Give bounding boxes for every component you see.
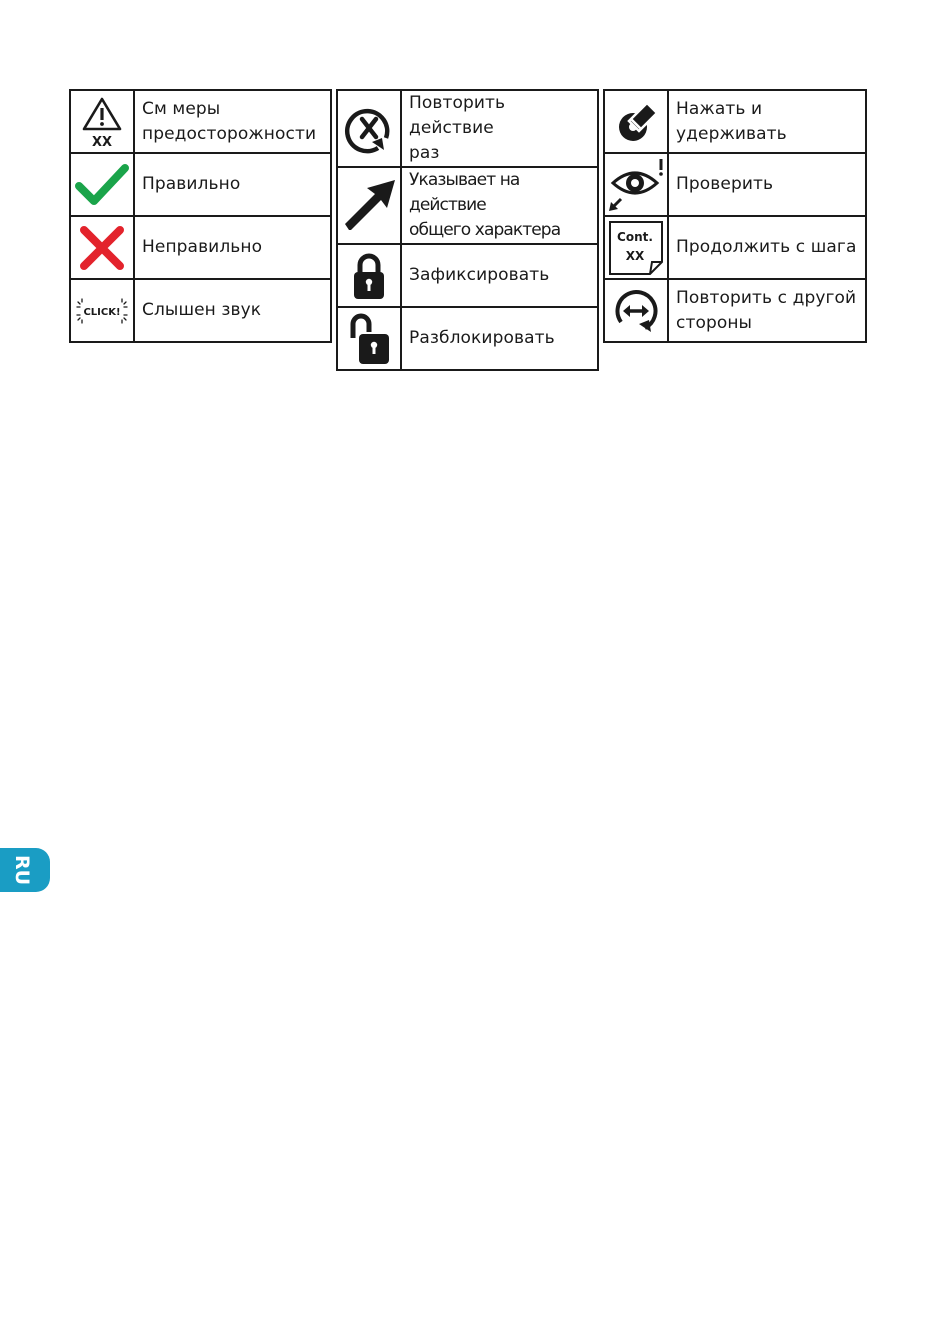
continue-icon-label: Cont. bbox=[617, 229, 653, 244]
language-tab bbox=[0, 848, 50, 892]
legend-text: Неправильно bbox=[134, 216, 331, 279]
legend-text: Повторить с другой стороны bbox=[668, 279, 866, 342]
legend-text: Нажать и удерживать bbox=[668, 90, 866, 153]
language-tab-label: RU bbox=[11, 854, 33, 886]
legend-row bbox=[337, 90, 598, 167]
click-sound-icon bbox=[70, 279, 134, 342]
cross-icon bbox=[70, 216, 134, 279]
legend-row bbox=[337, 307, 598, 370]
legend-row bbox=[604, 279, 866, 342]
legend-text: Зафиксировать bbox=[401, 244, 598, 307]
legend-text: См меры предосторожности bbox=[134, 90, 331, 153]
legend-text: Повторить действие раз bbox=[401, 90, 598, 167]
legend-row bbox=[604, 90, 866, 153]
legend-row bbox=[70, 90, 331, 153]
legend-row bbox=[70, 216, 331, 279]
legend-text: Продолжить с шага bbox=[668, 216, 866, 279]
legend-text: Слышен звук bbox=[134, 279, 331, 342]
padlock-locked-icon bbox=[337, 244, 401, 307]
legend-row bbox=[70, 279, 331, 342]
legend-table-3 bbox=[603, 89, 867, 343]
legend-row bbox=[337, 167, 598, 244]
diagonal-arrow-icon bbox=[337, 167, 401, 244]
padlock-unlocked-icon bbox=[337, 307, 401, 370]
continue-icon-step: XX bbox=[625, 248, 645, 263]
continue-step-icon bbox=[604, 216, 668, 279]
press-and-hold-icon bbox=[604, 90, 668, 153]
click-icon-label: CLICK! bbox=[83, 306, 121, 318]
legend-row bbox=[70, 153, 331, 216]
rotate-other-side-icon bbox=[604, 279, 668, 342]
checkmark-icon bbox=[70, 153, 134, 216]
legend-text: Правильно bbox=[134, 153, 331, 216]
eye-check-icon bbox=[604, 153, 668, 216]
legend-text: Проверить bbox=[668, 153, 866, 216]
legend-table-1 bbox=[69, 89, 332, 343]
warning-icon-label: XX bbox=[91, 134, 113, 149]
legend-text: Указывает на действие общего характера bbox=[401, 167, 598, 244]
legend-text: Разблокировать bbox=[401, 307, 598, 370]
legend-row bbox=[337, 244, 598, 307]
legend-row bbox=[604, 216, 866, 279]
warning-triangle-icon bbox=[70, 90, 134, 153]
legend-row bbox=[604, 153, 866, 216]
legend-table-2 bbox=[336, 89, 599, 371]
repeat-x-icon bbox=[337, 90, 401, 167]
